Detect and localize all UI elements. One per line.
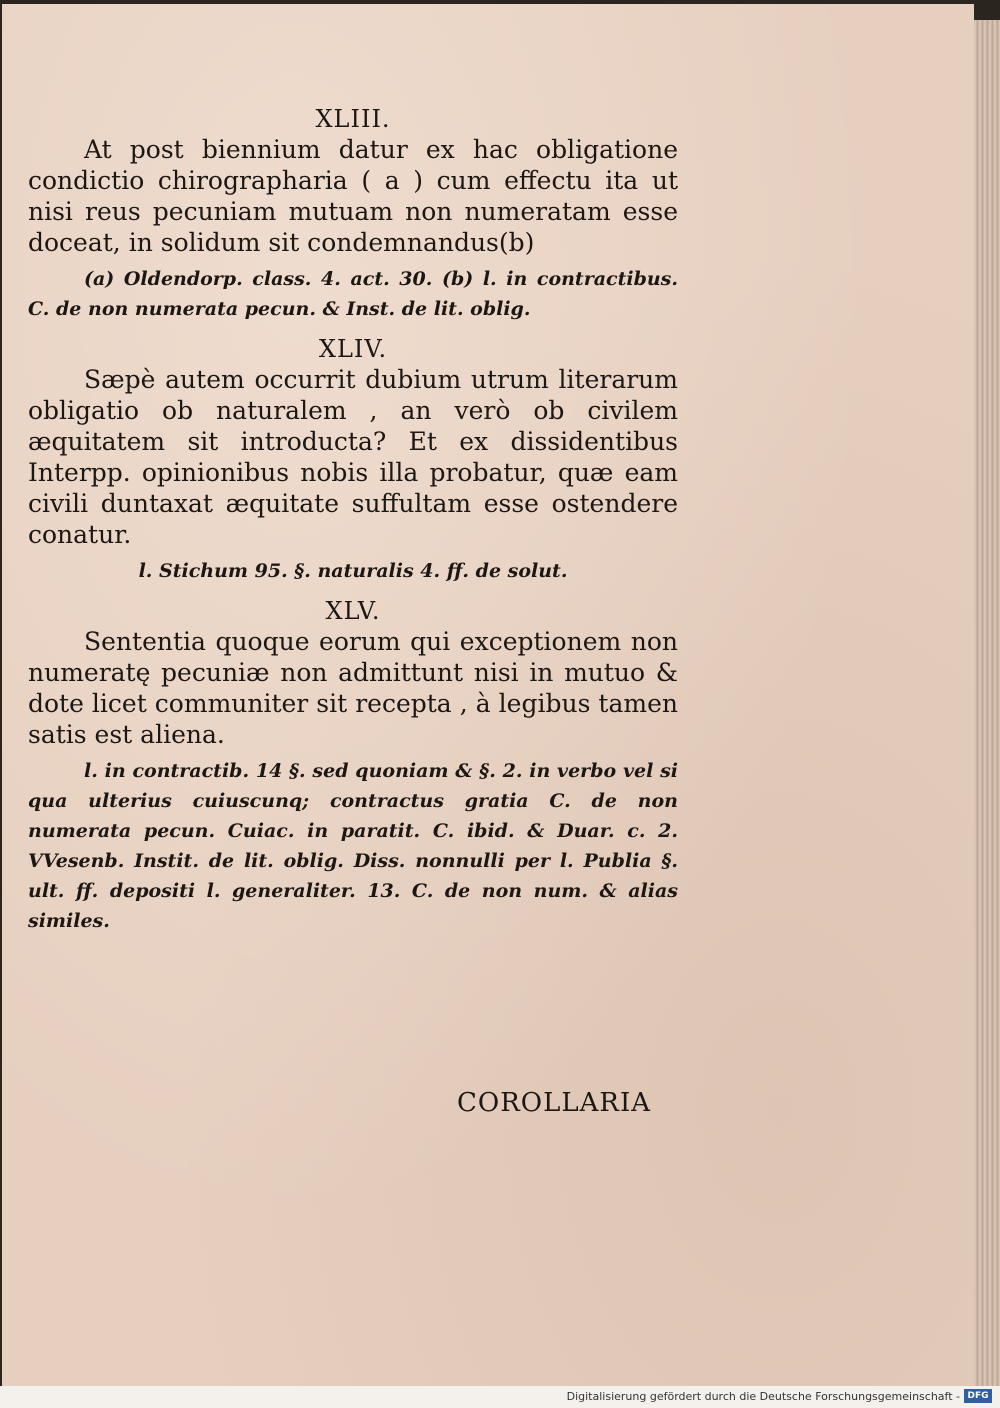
section-heading-43: XLIII. <box>315 105 391 133</box>
section-paragraph-43: At post biennium datur ex hac obligatione condictio chirographaria ( a ) cum effectu ita ut nisi reus pecuniam mutuam non numeratam esse doceat, in solidum sit condemnandus(b) <box>28 135 678 257</box>
dfg-logo-icon: DFG <box>964 1389 992 1403</box>
section-heading-44: XLIV. <box>318 335 388 363</box>
section-note-44: l. Stichum 95. §. naturalis 4. ff. de solut. <box>138 560 568 582</box>
section-note-45: l. in contractib. 14 §. sed quoniam & §. 2. in verbo vel si qua ulterius cuiuscunq; contractus gratia C. de non numerata pecun. Cuiac. in paratit. C. ibid. & Duar. c. 2. VVesenb. Instit. de lit. oblig. Diss. nonnulli per l. Publia §. ult. ff. depositi l. generaliter. 13. C. de non num. & alias similes. <box>28 760 678 932</box>
section-paragraph-45: Sententia quoque eorum qui exceptionem non numeratę pecuniæ non admittunt nisi in mutuo & dote licet communiter sit recepta , à legibus tamen satis est aliena. <box>28 627 678 749</box>
footer-credit-text: Digitalisierung gefördert durch die Deutsche Forschungsgemeinschaft - <box>566 1390 960 1403</box>
section-heading-45: XLV. <box>325 597 381 625</box>
page-text-block <box>28 104 678 946</box>
footer-bar <box>0 1386 1000 1408</box>
section-paragraph-44: Sæpè autem occurrit dubium utrum literarum obligatio ob naturalem , an verò ob civilem æquitatem sit introducta? Et ex dissidentibus Interpp. opinionibus nobis illa probatur, quæ eam civili duntaxat æquitate suffultam esse ostendere conatur. <box>28 365 678 549</box>
catchword: COROLLARIA <box>457 1088 652 1118</box>
section-note-43: (a) Oldendorp. class. 4. act. 30. (b) l. in contractibus. C. de non numerata pecun. & Inst. de lit. oblig. <box>28 268 678 320</box>
book-page <box>2 4 974 1386</box>
book-page-edges <box>974 20 1000 1386</box>
